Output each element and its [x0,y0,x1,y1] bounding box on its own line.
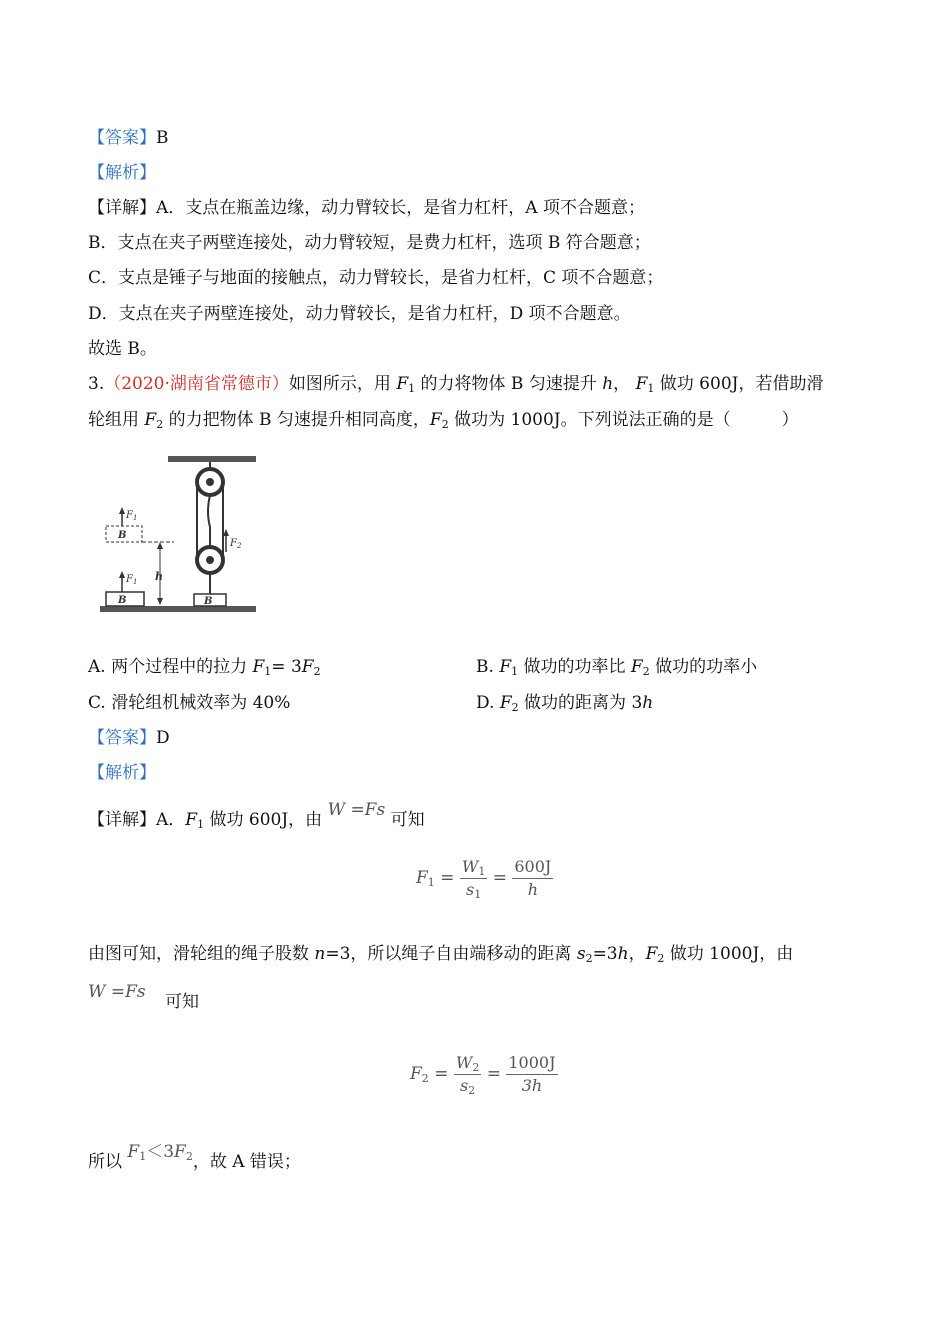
option-text: 做功的功率比 [518,657,631,677]
option-d[interactable] [476,691,653,715]
subscript: 2 [642,665,650,678]
subscript: 1 [474,888,482,901]
option-c[interactable]: C. 滑轮组机械效率为 40% [88,693,291,713]
symbol-f: F [635,374,648,394]
subscript: 2 [441,418,449,431]
symbol-f: F [144,410,157,430]
eq-lhs: F [127,1142,140,1162]
eq-w: W [461,857,479,876]
symbol-h: h [602,374,614,394]
eq-s: s [465,880,475,899]
symbol-f: F [630,657,643,677]
subscript: 2 [156,418,164,431]
option-text: B. [476,657,500,677]
symbol-f: F [499,657,512,677]
answer-bracket: 【答案】 [88,728,156,748]
question-text: ， [613,374,636,394]
detail-text: ， [628,944,646,964]
option-a[interactable] [88,655,321,679]
question-text: 的力将物体 B 匀速提升 [415,374,603,394]
formula-w-fs: W =Fs [327,800,386,820]
detail-option-b: B．支点在夹子两壁连接处，动力臂较短，是费力杠杆，选项 B 符合题意； [88,233,651,253]
subscript: 1 [408,382,416,395]
eq-lhs: F [416,868,428,888]
question-text: 做功 600J，若借助滑 [654,374,824,394]
question-3-line-1 [88,372,823,396]
detail-text: =3 [592,944,618,964]
analysis-line-3 [88,761,156,785]
symbol-f: F [499,693,512,713]
symbol-f: F [301,657,314,677]
detail-text: 做功 1000J，由 [664,944,794,964]
subscript: 1 [511,665,519,678]
question-number: 3. [88,374,105,394]
eq-num: 1000J [506,1052,557,1075]
formula-w-fs: W =Fs [88,982,146,1002]
option-text: = 3 [271,657,302,677]
detail-3-line-2 [88,942,793,966]
fraction-600j-h [512,856,553,901]
label-b: B [118,530,127,541]
detail-option-d: D．支点在夹子两壁连接处，动力臂较长，是省力杠杆，D 项不合题意。 [88,304,631,324]
fraction-w-s [460,856,487,901]
symbol-h: h [642,693,654,713]
analysis-bracket: 【解析】 [88,163,156,183]
eq-s: s [459,1076,469,1095]
ceiling [168,456,256,462]
symbol-s: s [576,944,586,964]
subscript: 1 [139,1150,147,1163]
detail-text: A． [156,810,186,830]
answer-bracket: 【答案】 [88,128,156,148]
symbol-f: F [396,374,409,394]
equation-f2: $F_2$ = $\frac{W_2}{s_2}$ = $\frac{1000J}{3h}$ [410,1053,556,1097]
analysis-line-2 [88,161,156,185]
subscript: 2 [421,1072,429,1085]
detail-text: 可知 [165,992,200,1012]
fraction-1000j-3h [506,1052,557,1097]
symbol-f: F [429,410,442,430]
eq-lhs: F [410,1064,422,1084]
label-h: h [155,570,163,583]
subscript: 1 [264,665,272,678]
option-text: A. 两个过程中的拉力 [88,657,253,677]
detail-3-last-line [88,1142,301,1174]
label-f2: $F_2$ [230,538,242,550]
ineq-sign: ＜3 [146,1142,175,1162]
eq-lhs: F [174,1142,186,1162]
symbol-h: h [617,944,629,964]
symbol-n: n [314,944,326,964]
question-text: 轮组用 [88,410,145,430]
eq-den: h [527,880,538,899]
subscript: 2 [472,1061,480,1074]
detail-bracket: 【详解】 [88,810,156,830]
question-source: （2020·湖南省常德市） [104,374,289,394]
option-text: D. [476,693,500,713]
eq-w: W [455,1053,473,1072]
detail-text: ，故 A 错误； [192,1152,301,1172]
subscript: 2 [313,665,321,678]
subscript: 2 [511,701,519,714]
detail-text: 由图可知，滑轮组的绳子股数 [88,944,315,964]
inequality [127,1142,192,1162]
detail-3-line-3 [88,982,200,1014]
detail-bracket: 【详解】 [88,198,156,218]
subscript: 1 [427,876,435,889]
subscript: 1 [197,818,205,831]
ground [100,606,256,612]
pulley-figure [96,452,266,618]
option-text: 做功的距离为 3 [518,693,643,713]
label-b: B [204,596,213,607]
answer-value: B [156,128,169,148]
question-text: 的力把物体 B 匀速提升相同高度， [163,410,430,430]
detail-conclusion: 故选 B。 [88,339,157,359]
answer-line-3 [88,726,170,750]
detail-text: =3，所以绳子自由端移动的距离 [325,944,577,964]
question-text: 如图所示，用 [288,374,397,394]
equation-f1: $F_1$ = $\frac{W_1}{s_1}$ = $\frac{600J}{h}$ [416,857,552,901]
detail-text: 可知 [385,810,425,830]
subscript: 2 [468,1084,476,1097]
eq-den: 3h [521,1076,543,1095]
subscript: 1 [647,382,655,395]
analysis-bracket: 【解析】 [88,763,156,783]
question-text: 做功为 1000J。下列说法正确的是（ ） [448,410,799,430]
detail-option-a: A．支点在瓶盖边缘，动力臂较长，是省力杠杆，A 项不合题意； [156,198,645,218]
subscript: 2 [585,952,593,965]
symbol-f: F [185,810,198,830]
symbol-f: F [645,944,658,964]
symbol-f: F [252,657,265,677]
subscript: 1 [478,865,486,878]
answer-line-2 [88,126,169,150]
label-f1: $F_1$ [126,510,138,522]
detail-text: 所以 [88,1152,128,1172]
fraction-w-s [454,1052,481,1097]
eq-num: 600J [512,856,553,879]
detail-text: 做功 600J，由 [204,810,328,830]
answer-value: D [156,728,170,748]
detail-option-c: C．支点是锤子与地面的接触点，动力臂较长，是省力杠杆，C 项不合题意； [88,268,664,288]
option-b[interactable] [476,655,757,679]
detail-3-line-1 [88,800,425,832]
label-f1: $F_1$ [126,574,138,586]
subscript: 2 [185,1150,193,1163]
option-text: 做功的功率小 [649,657,758,677]
detail-line-a [88,196,645,220]
label-b: B [118,595,127,606]
subscript: 2 [657,952,665,965]
question-3-line-2 [88,408,799,432]
